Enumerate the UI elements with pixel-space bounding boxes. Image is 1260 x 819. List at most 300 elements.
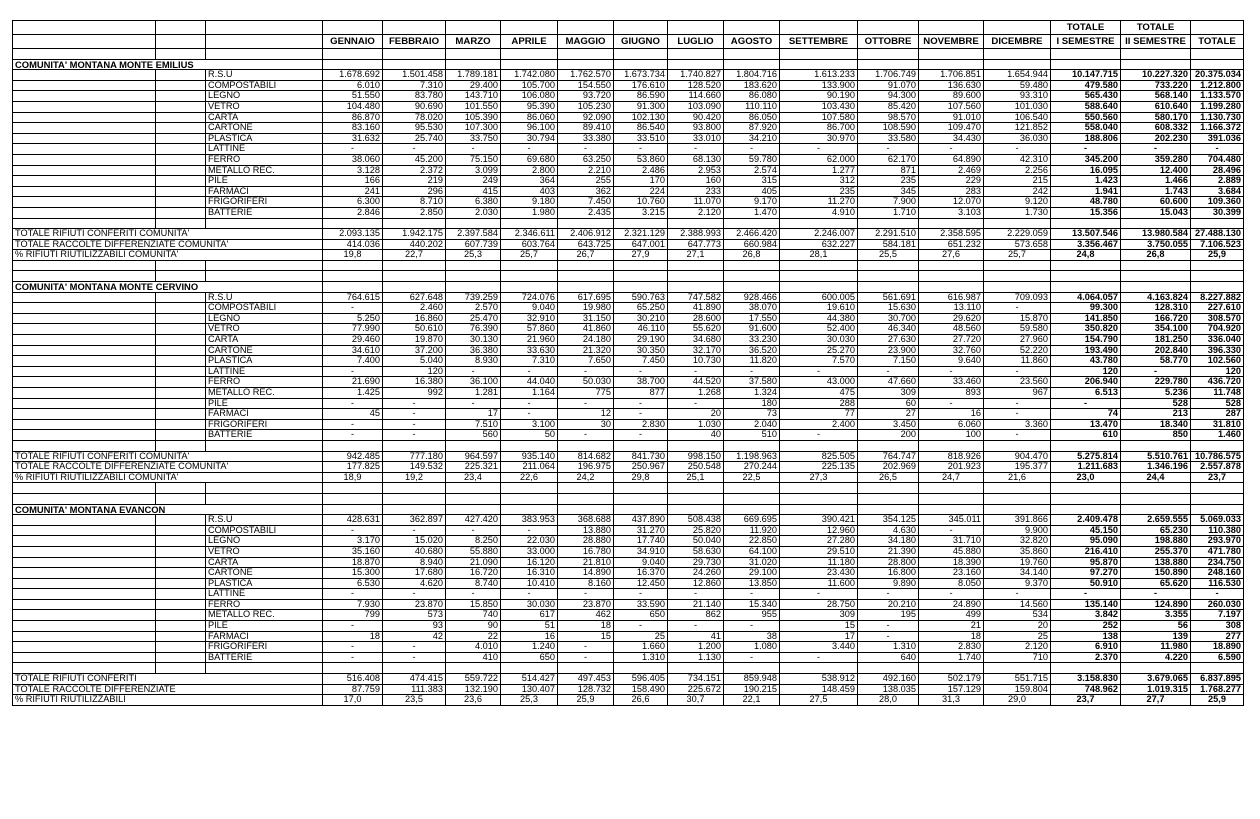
month-value: 76.390 [446, 324, 501, 335]
data-row [13, 345, 1244, 356]
month-value: 47.660 [858, 377, 919, 388]
totals-month-value: 159.804 [984, 684, 1051, 695]
sem1-value: 154.790 [1051, 335, 1121, 346]
data-row [13, 578, 1244, 589]
sem1-value: 188.806 [1051, 133, 1121, 144]
month-value: 83.160 [323, 123, 383, 134]
category-label: CARTONE [206, 345, 323, 356]
totals-month-value: 25,3 [446, 250, 501, 261]
total-value: 5.069.033 [1191, 515, 1244, 526]
empty-cell [1191, 49, 1244, 60]
sem2-value: 610.640 [1121, 101, 1191, 112]
month-value: - [780, 366, 858, 377]
month-value: 354.125 [858, 515, 919, 526]
totals-row [13, 472, 1244, 483]
sem2-value: 181.250 [1121, 335, 1191, 346]
month-value: - [858, 366, 919, 377]
month-value: 166 [323, 176, 383, 187]
totals-month-value: 25,3 [501, 695, 558, 706]
empty-cell [13, 218, 156, 229]
month-value: 27 [858, 409, 919, 420]
empty-row [13, 260, 1244, 271]
totals-month-value: 1.198.963 [724, 451, 780, 462]
totals-row [13, 451, 1244, 462]
month-value: 46.110 [614, 324, 668, 335]
sem1-value: 3.842 [1051, 610, 1121, 621]
month-value: 25 [984, 631, 1051, 642]
month-value: 64.890 [919, 154, 984, 165]
sem2-value: 128.310 [1121, 303, 1191, 314]
sem1-value: 550.560 [1051, 112, 1121, 123]
month-value: - [323, 398, 383, 409]
month-value: 68.130 [668, 154, 724, 165]
month-value: - [501, 398, 558, 409]
empty-cell [858, 21, 919, 35]
empty-cell [1051, 49, 1121, 60]
month-value: 7.510 [446, 419, 501, 430]
category-label: CARTA [206, 112, 323, 123]
month-value: - [501, 525, 558, 536]
month-value: 101.550 [446, 101, 501, 112]
month-value: 1.660 [614, 642, 668, 653]
month-value: 12.960 [780, 525, 858, 536]
month-value: 86.870 [323, 112, 383, 123]
totals-month-value: 2.291.510 [858, 229, 919, 240]
month-value: - [919, 144, 984, 155]
month-value: 1.281 [446, 388, 501, 399]
empty-cell [984, 218, 1051, 229]
empty-cell [614, 59, 668, 70]
empty-cell [724, 483, 780, 494]
month-value: 31.710 [919, 536, 984, 547]
month-value: 33.630 [501, 345, 558, 356]
sem1-value: 13.470 [1051, 419, 1121, 430]
data-row [13, 324, 1244, 335]
month-value: - [984, 303, 1051, 314]
empty-cell [13, 123, 156, 134]
month-value: 33.590 [614, 599, 668, 610]
month-value: 1.706.851 [919, 70, 984, 81]
month-value: - [858, 631, 919, 642]
totals-month-value: 111.383 [383, 684, 446, 695]
data-row [13, 525, 1244, 536]
empty-cell [156, 218, 206, 229]
sem1-value: - [1051, 144, 1121, 155]
data-row [13, 398, 1244, 409]
totals-month-value: 440.202 [383, 239, 446, 250]
empty-cell [206, 218, 323, 229]
empty-cell [13, 557, 156, 568]
totals-total-value: 10.786.575 [1191, 451, 1244, 462]
month-value: 650 [501, 652, 558, 663]
month-value: 3.170 [323, 536, 383, 547]
empty-cell [1051, 59, 1121, 70]
empty-cell [858, 663, 919, 674]
empty-cell [156, 70, 206, 81]
category-label: BATTERIE [206, 207, 323, 218]
category-label: FRIGORIFERI [206, 419, 323, 430]
empty-cell [323, 663, 383, 674]
empty-row [13, 663, 1244, 674]
month-value: 862 [668, 610, 724, 621]
month-value: - [323, 652, 383, 663]
empty-cell [156, 610, 206, 621]
empty-cell [558, 271, 614, 282]
category-label: CARTONE [206, 568, 323, 579]
sem2-value: 12.400 [1121, 165, 1191, 176]
month-value: 309 [858, 388, 919, 399]
empty-cell [614, 504, 668, 515]
data-row [13, 176, 1244, 187]
month-value: 22.030 [501, 536, 558, 547]
month-value: 428.631 [323, 515, 383, 526]
empty-cell [558, 440, 614, 451]
totals-row [13, 674, 1244, 685]
totals-label: TOTALE RIFIUTI CONFERITI [13, 674, 323, 685]
month-value: 41.890 [668, 303, 724, 314]
sem2-value: 10.227.320 [1121, 70, 1191, 81]
totals-month-value: 596.405 [614, 674, 668, 685]
total-value: 396.330 [1191, 345, 1244, 356]
section-title: COMUNITA' MONTANA MONTE EMILIUS [13, 59, 323, 70]
totals-label: TOTALE RIFIUTI CONFERITI COMUNITA' [13, 451, 323, 462]
category-label: COMPOSTABILI [206, 80, 323, 91]
empty-cell [156, 260, 206, 271]
empty-cell [558, 260, 614, 271]
month-value: - [446, 144, 501, 155]
section-title-row [13, 59, 1244, 70]
empty-cell [668, 493, 724, 504]
month-value: 30.350 [614, 345, 668, 356]
empty-cell [13, 589, 156, 600]
totals-month-value: 30,7 [668, 695, 724, 706]
month-value: - [724, 589, 780, 600]
empty-cell [614, 218, 668, 229]
month-value: 364 [501, 176, 558, 187]
totals-month-value: 2.397.584 [446, 229, 501, 240]
month-value: 928.466 [724, 292, 780, 303]
sem2-value: 202.840 [1121, 345, 1191, 356]
month-value: 362.897 [383, 515, 446, 526]
total-value: 704.920 [1191, 324, 1244, 335]
month-value: 561.691 [858, 292, 919, 303]
total-value: 1.212.800 [1191, 80, 1244, 91]
sem2-value: 18.340 [1121, 419, 1191, 430]
category-label: PILE [206, 398, 323, 409]
month-value: 215 [984, 176, 1051, 187]
month-value: 8.160 [558, 578, 614, 589]
total-value: 293.970 [1191, 536, 1244, 547]
empty-cell [13, 176, 156, 187]
empty-cell [1191, 59, 1244, 70]
total-value: 1.166.372 [1191, 123, 1244, 134]
totals-total-value: 7.106.523 [1191, 239, 1244, 250]
month-value: 36.520 [724, 345, 780, 356]
totals-month-value: 26,8 [724, 250, 780, 261]
data-row [13, 589, 1244, 600]
section-title-row [13, 504, 1244, 515]
sem2-value: 1.743 [1121, 186, 1191, 197]
totals-month-value: 904.470 [984, 451, 1051, 462]
totals-month-value: 202.969 [858, 462, 919, 473]
month-value: 16.310 [501, 568, 558, 579]
month-value: 6.010 [323, 80, 383, 91]
sem1-value: 141.850 [1051, 313, 1121, 324]
empty-cell [156, 133, 206, 144]
month-value: - [446, 589, 501, 600]
empty-cell [668, 21, 724, 35]
empty-cell [156, 271, 206, 282]
sem2-value: 4.163.824 [1121, 292, 1191, 303]
month-value: - [323, 144, 383, 155]
total-value: 287 [1191, 409, 1244, 420]
month-value: - [614, 621, 668, 632]
month-value: 30.030 [780, 335, 858, 346]
category-label: COMPOSTABILI [206, 525, 323, 536]
totals-sem2-value: 1.019.315 [1121, 684, 1191, 695]
month-value: 3.360 [984, 419, 1051, 430]
empty-cell [919, 218, 984, 229]
totals-month-value: 148.459 [780, 684, 858, 695]
totals-total-value: 25,9 [1191, 250, 1244, 261]
empty-cell [206, 440, 323, 451]
month-value: 86.540 [614, 123, 668, 134]
totals-month-value: 814.682 [558, 451, 614, 462]
month-value: 100 [919, 430, 984, 441]
total-value: 3.684 [1191, 186, 1244, 197]
month-value: 48.560 [919, 324, 984, 335]
month-value: 73 [724, 409, 780, 420]
month-value: 77.990 [323, 324, 383, 335]
empty-cell [323, 271, 383, 282]
totals-month-value: 651.232 [919, 239, 984, 250]
totals-month-value: 584.181 [858, 239, 919, 250]
empty-cell [156, 35, 206, 49]
sem2-value: 359.280 [1121, 154, 1191, 165]
month-value: 55.880 [446, 546, 501, 557]
empty-cell [984, 21, 1051, 35]
empty-cell [780, 663, 858, 674]
empty-cell [1191, 260, 1244, 271]
empty-cell [13, 21, 156, 35]
empty-cell [984, 59, 1051, 70]
empty-cell [156, 578, 206, 589]
totals-month-value: 24,2 [558, 472, 614, 483]
month-value: 30.794 [501, 133, 558, 144]
month-value: 27.960 [984, 335, 1051, 346]
empty-cell [156, 440, 206, 451]
month-value: 107.580 [780, 112, 858, 123]
empty-cell [13, 419, 156, 430]
column-header-total: TOTALE [1191, 35, 1244, 49]
column-header-month: APRILE [501, 35, 558, 49]
empty-cell [446, 483, 501, 494]
empty-row [13, 483, 1244, 494]
month-value: - [614, 144, 668, 155]
empty-row [13, 440, 1244, 451]
month-value: 11.270 [780, 197, 858, 208]
total-value: 704.480 [1191, 154, 1244, 165]
month-value: 51 [501, 621, 558, 632]
month-value: 42.310 [984, 154, 1051, 165]
empty-cell [383, 282, 446, 293]
category-label: R.S.U [206, 70, 323, 81]
empty-cell [156, 642, 206, 653]
month-value: 1.164 [501, 388, 558, 399]
month-value: 105.700 [501, 80, 558, 91]
month-value: 195 [858, 610, 919, 621]
sem1-value: 610 [1051, 430, 1121, 441]
month-value: 560 [446, 430, 501, 441]
month-value: - [383, 419, 446, 430]
totals-month-value: 2.406.912 [558, 229, 614, 240]
column-header-month: LUGLIO [668, 35, 724, 49]
empty-cell [13, 366, 156, 377]
sem2-value: 202.230 [1121, 133, 1191, 144]
sem2-value: - [1121, 366, 1191, 377]
empty-cell [858, 218, 919, 229]
empty-cell [1051, 218, 1121, 229]
month-value: - [446, 525, 501, 536]
empty-cell [780, 21, 858, 35]
column-header-month: FEBBRAIO [383, 35, 446, 49]
month-value: 31.150 [558, 313, 614, 324]
empty-cell [13, 91, 156, 102]
empty-cell [668, 440, 724, 451]
month-value: 18 [919, 631, 984, 642]
month-value: 1.080 [724, 642, 780, 653]
month-value: 28.600 [668, 313, 724, 324]
totals-month-value: 23,6 [446, 695, 501, 706]
empty-cell [206, 21, 323, 35]
totals-total-value: 27.488.130 [1191, 229, 1244, 240]
sem2-value: 139 [1121, 631, 1191, 642]
sem2-value: 255.370 [1121, 546, 1191, 557]
month-value: 1.310 [858, 642, 919, 653]
totals-month-value: 87.759 [323, 684, 383, 695]
month-value: 1.789.181 [446, 70, 501, 81]
month-value: 9.900 [984, 525, 1051, 536]
empty-cell [724, 440, 780, 451]
month-value: 24.890 [919, 599, 984, 610]
month-value: - [446, 398, 501, 409]
total-value: 227.610 [1191, 303, 1244, 314]
empty-cell [13, 536, 156, 547]
column-header-month: DICEMBRE [984, 35, 1051, 49]
sem2-value: 124.890 [1121, 599, 1191, 610]
totals-month-value: 514.427 [501, 674, 558, 685]
month-value: 3.100 [501, 419, 558, 430]
month-value: 45 [323, 409, 383, 420]
empty-cell [13, 621, 156, 632]
month-value: - [919, 366, 984, 377]
empty-cell [156, 207, 206, 218]
empty-cell [383, 493, 446, 504]
month-value: 747.582 [668, 292, 724, 303]
empty-cell [156, 546, 206, 557]
month-value: 12 [558, 409, 614, 420]
month-value: 10.760 [614, 197, 668, 208]
empty-cell [446, 493, 501, 504]
month-value: 36.100 [446, 377, 501, 388]
totals-month-value: 27,6 [919, 250, 984, 261]
month-value: 7.150 [858, 356, 919, 367]
sem1-value: 2.409.478 [1051, 515, 1121, 526]
empty-cell [919, 271, 984, 282]
empty-cell [13, 133, 156, 144]
month-value: 242 [984, 186, 1051, 197]
month-value: 1.501.458 [383, 70, 446, 81]
category-label: VETRO [206, 324, 323, 335]
month-value: - [383, 589, 446, 600]
month-value: - [984, 366, 1051, 377]
data-row [13, 610, 1244, 621]
month-value: 19.980 [558, 303, 614, 314]
empty-cell [156, 663, 206, 674]
month-value: 9.370 [984, 578, 1051, 589]
totals-row [13, 462, 1244, 473]
empty-cell [614, 49, 668, 60]
month-value: 11.860 [984, 356, 1051, 367]
empty-cell [13, 271, 156, 282]
month-value: 2.256 [984, 165, 1051, 176]
total-value: 28.496 [1191, 165, 1244, 176]
month-value: 19.610 [780, 303, 858, 314]
empty-cell [13, 578, 156, 589]
month-value: 55.620 [668, 324, 724, 335]
month-value: 15.300 [323, 568, 383, 579]
empty-cell [1191, 282, 1244, 293]
empty-cell [383, 663, 446, 674]
month-value: 1.268 [668, 388, 724, 399]
month-value: 63.250 [558, 154, 614, 165]
month-value: 34.910 [614, 546, 668, 557]
empty-cell [206, 483, 323, 494]
data-row [13, 430, 1244, 441]
month-value: 2.469 [919, 165, 984, 176]
month-value: - [501, 409, 558, 420]
empty-cell [13, 409, 156, 420]
empty-cell [446, 282, 501, 293]
totals-month-value: 2.093.135 [323, 229, 383, 240]
month-value: 967 [984, 388, 1051, 399]
empty-cell [13, 144, 156, 155]
category-label: R.S.U [206, 515, 323, 526]
sem1-value: 10.147.715 [1051, 70, 1121, 81]
empty-cell [558, 483, 614, 494]
empty-cell [501, 271, 558, 282]
empty-cell [323, 49, 383, 60]
data-row [13, 123, 1244, 134]
month-value: 33.460 [919, 377, 984, 388]
empty-cell [724, 260, 780, 271]
sem2-value: 213 [1121, 409, 1191, 420]
month-value: 3.450 [858, 419, 919, 430]
sem2-value: 56 [1121, 621, 1191, 632]
empty-cell [156, 91, 206, 102]
month-value: 36.380 [446, 345, 501, 356]
month-value: 95.390 [501, 101, 558, 112]
month-value: 2.120 [984, 642, 1051, 653]
sem1-value: 193.490 [1051, 345, 1121, 356]
total-value: 20.375.034 [1191, 70, 1244, 81]
month-value: 24.260 [668, 568, 724, 579]
empty-cell [501, 49, 558, 60]
month-value: 50 [501, 430, 558, 441]
month-value: 510 [724, 430, 780, 441]
month-value: 29.460 [323, 335, 383, 346]
month-value: 15.870 [984, 313, 1051, 324]
